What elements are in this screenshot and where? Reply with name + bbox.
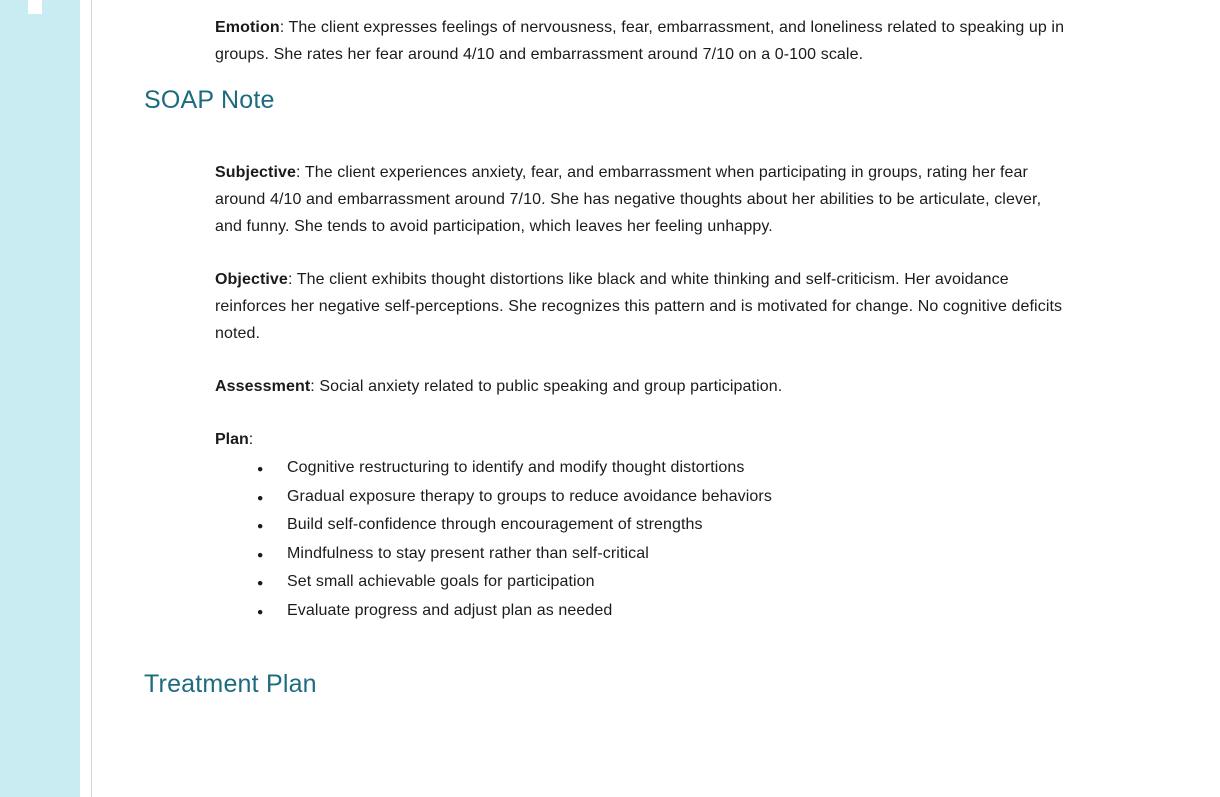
subjective-label: Subjective [215,164,297,181]
sidebar-notch [28,0,42,14]
plan-bullet-list [215,454,1015,625]
plan-list-item: ● Set small achievable goals for participation [215,568,1015,597]
document-canvas[interactable] [92,0,1220,797]
paragraph-objective [215,266,1071,347]
emotion-text: : The client expresses feelings of nervousness, fear, embarrassment, and loneliness related to speaking up in groups. She rates her fear around 4/10 and embarrassment around 7/10 on a 0-100 scale. [215,19,1065,63]
plan-label: Plan [215,431,249,448]
left-sidebar [0,0,80,797]
heading-treatment-plan: Treatment Plan [144,670,317,698]
document-margin-gutter [80,0,92,797]
paragraph-assessment [215,373,1071,400]
assessment-text: : Social anxiety related to public speaking and group participation. [310,378,783,395]
subjective-text: : The client experiences anxiety, fear, and embarrassment when participating in groups, rating her fear around 4/10 and embarrassment around 7/10. She has negative thoughts about her abilities to be articulate, clever, and funny. She tends to avoid participation, which leaves her feeling unhappy. [215,164,1042,235]
plan-list-item: ● Evaluate progress and adjust plan as needed [215,597,1015,626]
paragraph-subjective [215,159,1071,240]
paragraph-emotion [215,14,1071,68]
paragraph-plan-label [215,426,1180,453]
plan-list-item: ● Mindfulness to stay present rather than self-critical [215,540,1015,569]
plan-list-item: ● Cognitive restructuring to identify and modify thought distortions [215,454,1015,483]
objective-label: Objective [215,271,288,288]
emotion-label: Emotion [215,19,280,36]
objective-text: : The client exhibits thought distortions like black and white thinking and self-criticism. Her avoidance reinforces her negative self-perceptions. She recognizes this pattern and is motivated for change. No cognitive deficits noted. [215,271,1063,342]
plan-list-item: ● Gradual exposure therapy to groups to reduce avoidance behaviors [215,483,1015,512]
heading-soap-note: SOAP Note [144,86,275,114]
plan-colon: : [248,431,254,448]
plan-list-item: ● Build self-confidence through encouragement of strengths [215,511,1015,540]
assessment-label: Assessment [215,378,311,395]
